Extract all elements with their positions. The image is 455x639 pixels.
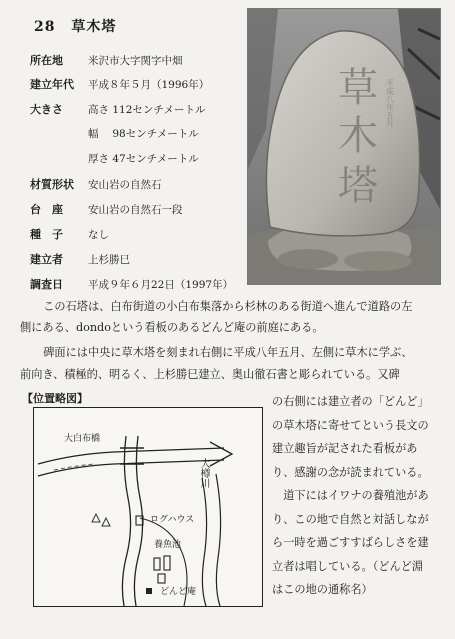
- right-line-2: の草木塔に寄せてという長文の: [272, 418, 429, 432]
- right-line-5: 道下にはイワナの養殖池があ: [272, 489, 429, 502]
- label-pond: 養魚池: [154, 540, 182, 550]
- body-line-2: 側にある、dondoという看板のあるどんど庵の前庭にある。: [20, 321, 324, 334]
- stone-monument-photo: [247, 8, 441, 285]
- monument-illustration: [248, 9, 440, 284]
- location-map-title: 【位置略図】: [22, 392, 88, 405]
- svg-text:木: 木: [338, 113, 378, 159]
- right-line-6: り、この地で自然と対話しなが: [272, 512, 429, 526]
- property-material: 材質形状 安山岩の自然石: [30, 178, 162, 191]
- body-line-3: 碑面には中央に草木塔を刻まれ右側に平成八年五月、左側に草木に学ぶ、: [32, 346, 413, 359]
- svg-text:塔: 塔: [338, 163, 378, 209]
- hut-marker: [146, 588, 152, 594]
- road-arrow: [210, 442, 232, 466]
- property-builder: 建立者 上杉勝巳: [30, 253, 130, 266]
- right-line-1: の右側には建立者の「どんど」: [272, 395, 429, 408]
- property-pedestal: 台 座 安山岩の自然石一段: [30, 203, 183, 216]
- entry-number: 28: [34, 19, 56, 35]
- property-size-depth: 厚さ 47センチメートル: [88, 153, 199, 165]
- svg-text:平成八年五月: 平成八年五月: [385, 79, 395, 127]
- right-line-7: ら一時を過ごすすばらしさを建: [272, 536, 429, 549]
- right-line-8: 立者は唱している。（どんど淵: [272, 559, 424, 573]
- right-line-4: り、感謝の念が読まれている。: [272, 465, 429, 479]
- label-bridge: 大白布橋: [64, 434, 101, 444]
- page-title: [34, 16, 116, 36]
- property-seed-letter: 種 子 なし: [30, 228, 109, 241]
- label-loghouse: ログハウス: [150, 515, 195, 525]
- entry-title: 草木塔: [71, 19, 117, 35]
- right-line-3: 建立趣旨が記された看板があ: [272, 442, 418, 455]
- right-column-text: [272, 390, 429, 602]
- property-size-height: 大きさ 高さ 112センチメートル: [30, 103, 206, 116]
- property-built-year: 建立年代 平成８年５月（1996年）: [30, 78, 210, 91]
- body-line-1: この石塔は、白布街道の小白布集落から杉林のある街道へ進んで道路の左: [32, 300, 413, 313]
- body-line-4: 前向き、積極的、明るく、上杉勝巳建立、奥山徹石書と彫られている。又碑: [20, 368, 400, 381]
- svg-text:草: 草: [338, 65, 378, 111]
- river-bank-left: [122, 436, 130, 606]
- property-size-width: 幅 98センチメートル: [88, 128, 199, 140]
- property-location: 所在地 米沢市大字関字中畑: [30, 54, 183, 67]
- label-river: 大樽川: [198, 458, 209, 488]
- label-hut: どんど庵: [160, 587, 197, 597]
- right-line-9: はこの地の通称名）: [272, 583, 373, 596]
- property-survey-date: 調査日 平成９年６月22日（1997年）: [30, 278, 234, 291]
- location-map: [33, 407, 263, 607]
